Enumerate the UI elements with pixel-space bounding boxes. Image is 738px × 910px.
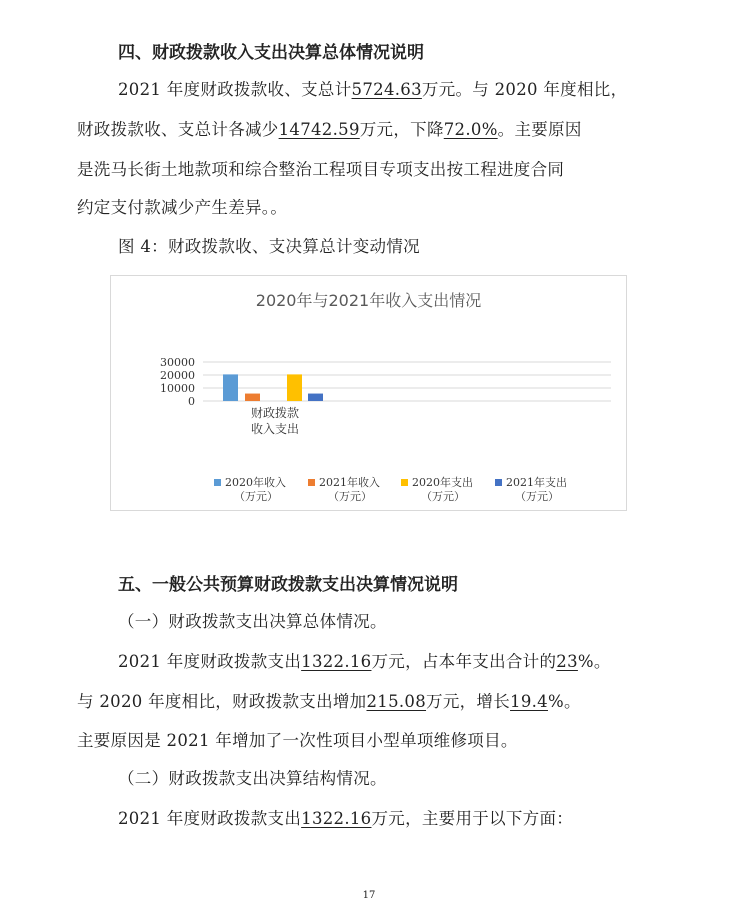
section5-sub2: （二）财政拨款支出决算结构情况。	[118, 769, 387, 788]
legend-unit: （万元）	[328, 490, 372, 503]
section4-para1-line3: 是洗马长街土地款项和综合整治工程项目专项支出按工程进度合同	[77, 160, 565, 179]
text: 万元，占本年支出合计的	[371, 652, 557, 671]
text: %。	[547, 692, 581, 711]
y-tick-label: 0	[188, 395, 195, 408]
y-tick-label: 20000	[160, 369, 195, 382]
decrease-percent: 72.0%	[443, 120, 498, 139]
text: 2021 年度财政拨款支出	[118, 652, 302, 671]
expense-value: 1322.16	[301, 652, 372, 671]
text: 万元，增长	[426, 692, 511, 711]
expense-value: 1322.16	[301, 809, 372, 828]
legend-swatch	[401, 479, 408, 486]
legend-unit: （万元）	[234, 490, 278, 503]
section5-para1-line1	[118, 648, 611, 672]
page-number: 17	[362, 890, 376, 901]
legend-label: 2021年收入	[319, 476, 380, 489]
section4-para1-line2	[77, 116, 582, 140]
section5-para1-line2	[77, 688, 581, 712]
section4-para1-line1	[118, 76, 627, 100]
bar-3	[287, 374, 302, 401]
chart	[110, 275, 627, 511]
section5-sub1: （一）财政拨款支出决算总体情况。	[118, 612, 387, 631]
chart-title: 2020年与2021年收入支出情况	[255, 291, 482, 310]
y-tick-label: 30000	[160, 356, 195, 369]
section5-heading: 五、一般公共预算财政拨款支出决算情况说明	[118, 575, 458, 595]
text: 财政拨款收、支总计各减少	[77, 120, 279, 139]
category-label: 收入支出	[250, 422, 300, 436]
section5-para1-line3: 主要原因是 2021 年增加了一次性项目小型单项维修项目。	[77, 731, 518, 750]
bar-1	[223, 374, 238, 401]
bar-2	[245, 394, 260, 401]
chart-svg	[111, 276, 626, 510]
decrease-value: 14742.59	[278, 120, 360, 139]
total-value: 5724.63	[351, 80, 422, 99]
legend-label: 2021年支出	[506, 476, 567, 489]
legend-label: 2020年收入	[225, 476, 286, 489]
legend-label: 2020年支出	[412, 476, 473, 489]
legend-unit: （万元）	[421, 490, 465, 503]
share-percent: 23	[556, 652, 578, 671]
bar-4	[308, 394, 323, 401]
text: 。主要原因	[497, 120, 582, 139]
text: %。	[577, 652, 611, 671]
text: 万元。与 2020 年度相比，	[421, 80, 628, 99]
increase-value: 215.08	[366, 692, 427, 711]
text: 万元，下降	[359, 120, 444, 139]
legend-swatch	[308, 479, 315, 486]
figure-caption: 图 4：财政拨款收、支决算总计变动情况	[118, 237, 420, 256]
category-label: 财政拨款	[250, 406, 300, 420]
section4-para1-line4: 约定支付款减少产生差异。。	[77, 198, 288, 217]
section4-heading: 四、财政拨款收入支出决算总体情况说明	[118, 43, 424, 63]
legend-swatch	[214, 479, 221, 486]
legend-unit: （万元）	[515, 490, 559, 503]
text: 与 2020 年度相比，财政拨款支出增加	[77, 692, 367, 711]
section5-para2-line1	[118, 805, 573, 829]
legend-swatch	[495, 479, 502, 486]
text: 2021 年度财政拨款支出	[118, 809, 302, 828]
y-tick-label: 10000	[160, 382, 195, 395]
text: 2021 年度财政拨款收、支总计	[118, 80, 352, 99]
increase-percent: 19.4	[510, 692, 548, 711]
text: 万元，主要用于以下方面：	[371, 809, 574, 828]
